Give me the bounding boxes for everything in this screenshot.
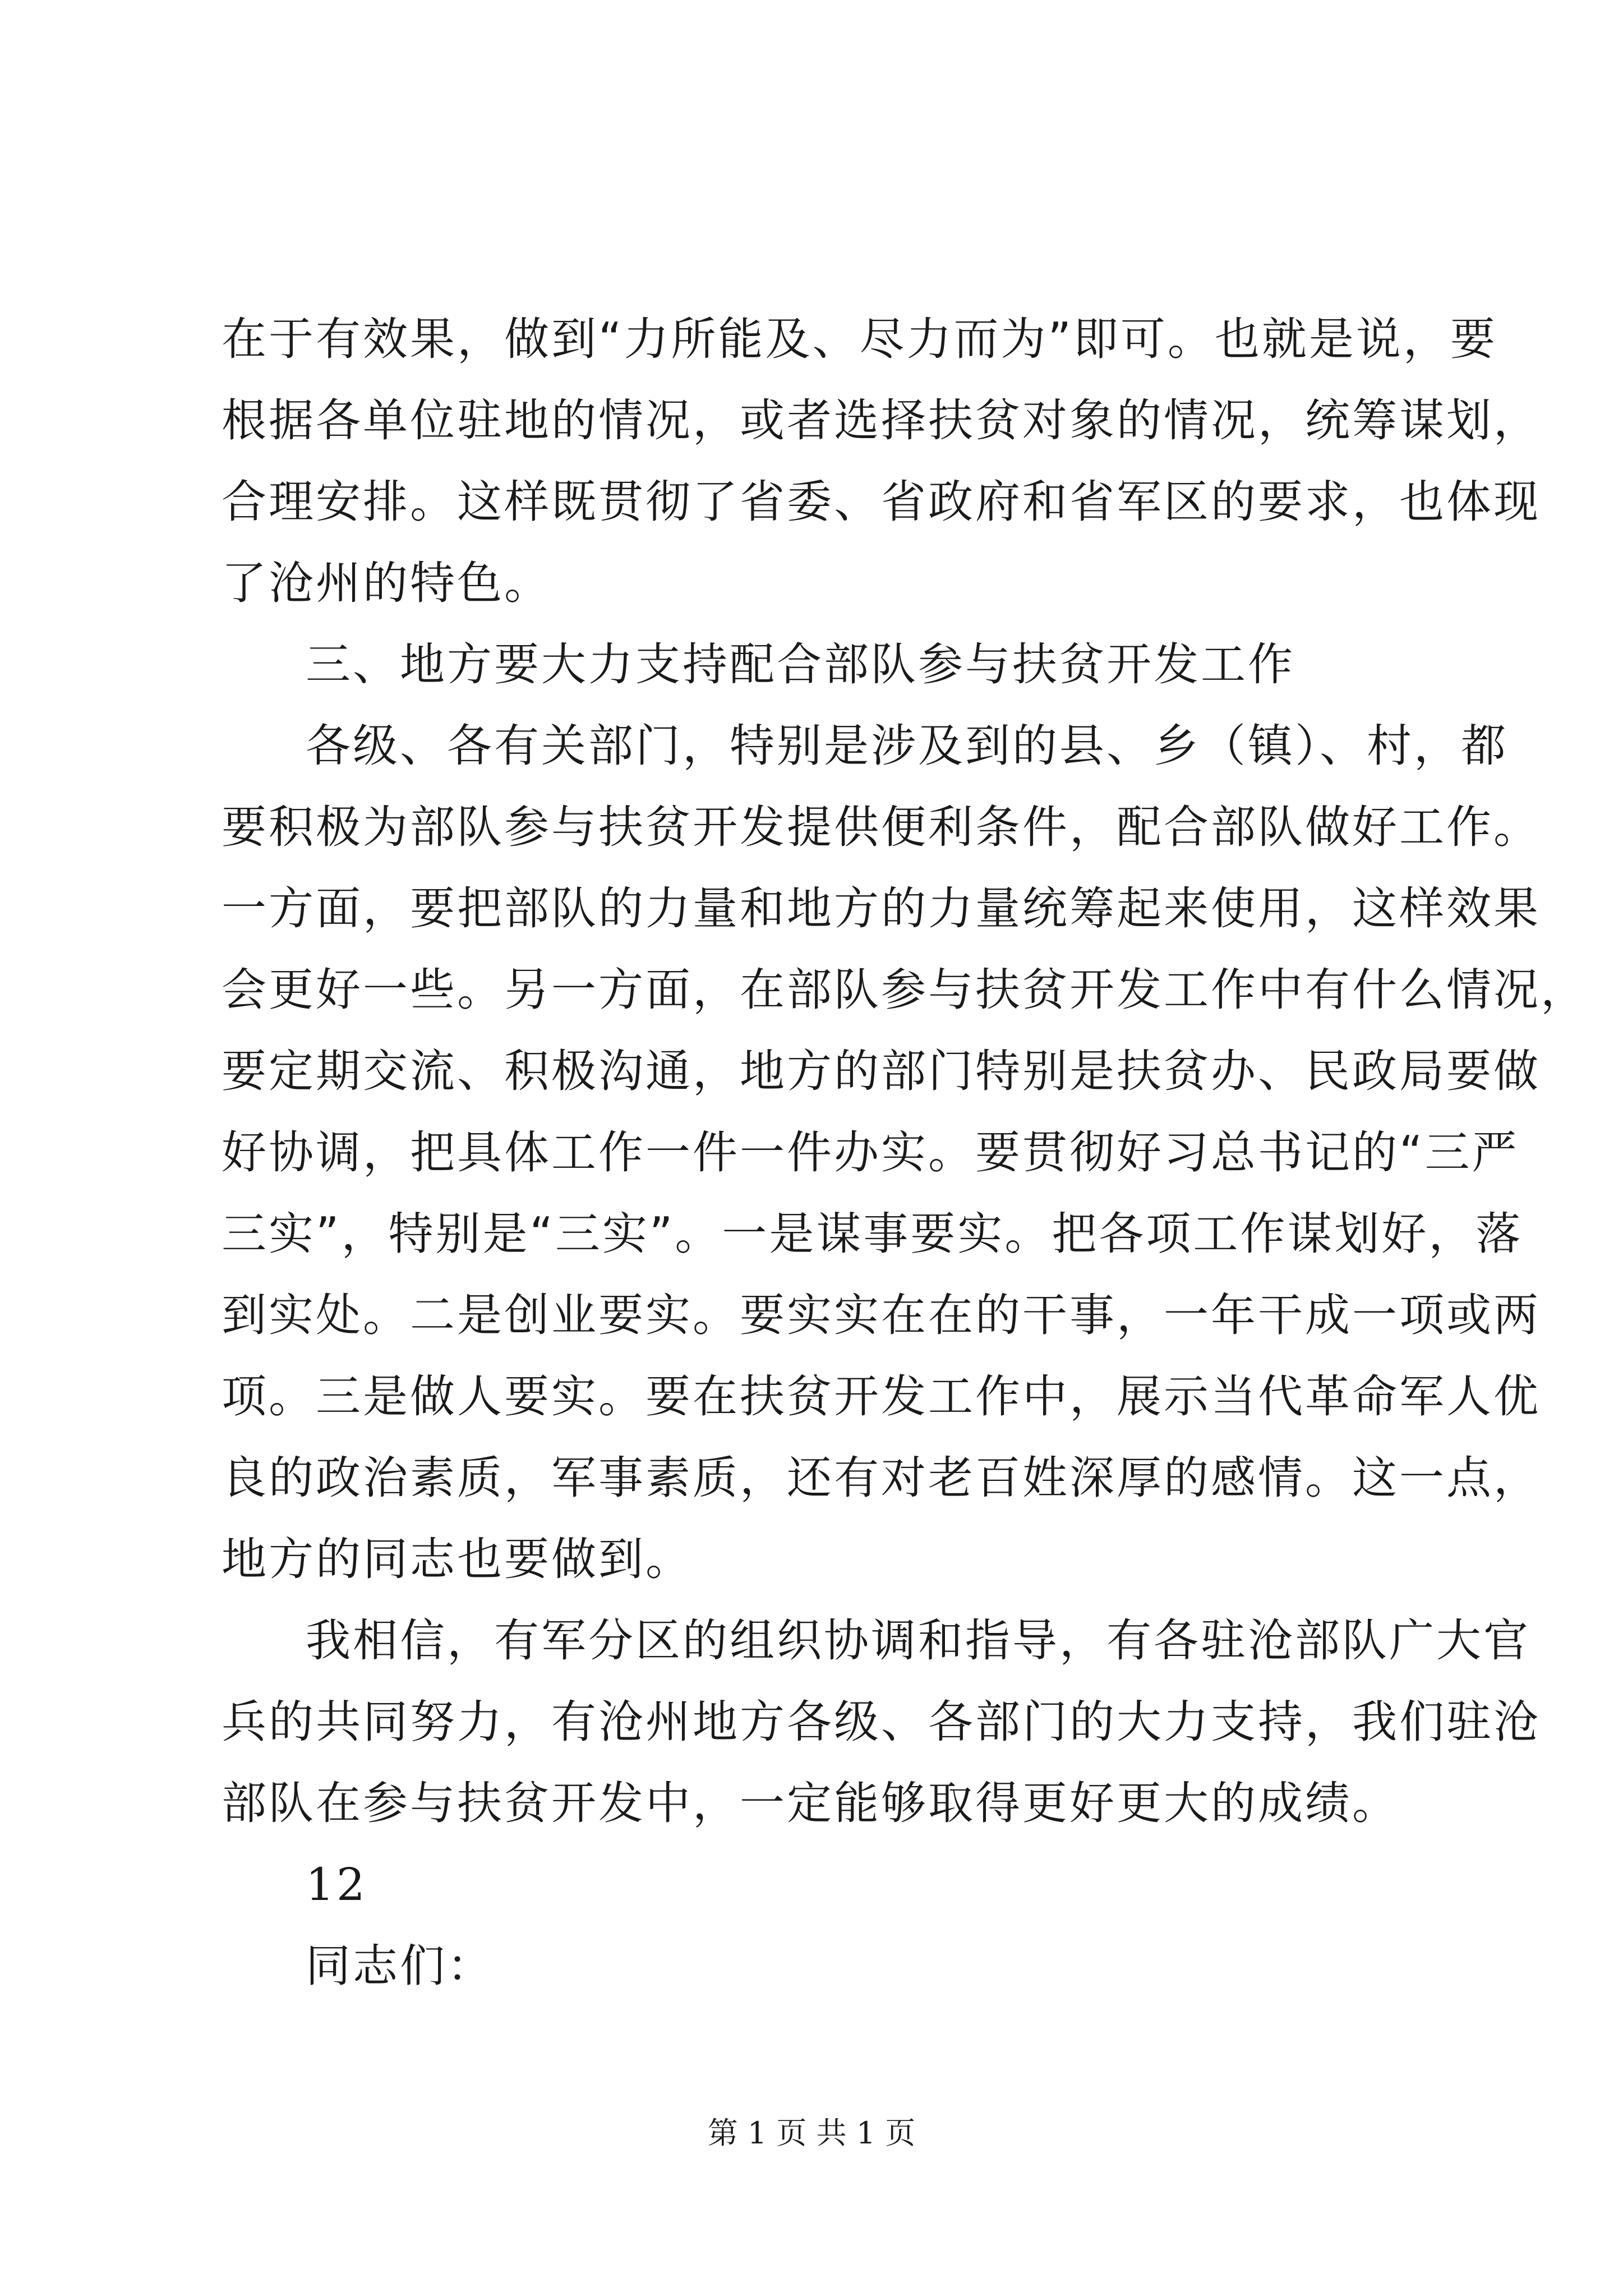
- text-line: 良的政治素质，军事素质，还有对老百姓深厚的感情。这一点，: [222, 1452, 1541, 1504]
- text-line: 各级、各有关部门，特别是涉及到的县、乡（镇）、村，都: [306, 720, 1508, 772]
- text-line: 在于有效果，做到“力所能及、尽力而为”即可。也就是说，要: [222, 313, 1497, 365]
- text-line: 三实”，特别是“三实”。一是谋事要实。把各项工作谋划好，落: [222, 1208, 1523, 1260]
- text-line: 到实处。二是创业要实。要实实在在的干事，一年干成一项或两: [222, 1289, 1541, 1341]
- text-line: 好协调，把具体工作一件一件办实。要贯彻好习总书记的“三严: [222, 1126, 1519, 1179]
- text-line: 兵的共同努力，有沧州地方各级、各部门的大力支持，我们驻沧: [222, 1696, 1541, 1748]
- text-line: 要积极为部队参与扶贫开发提供便利条件，配合部队做好工作。: [222, 801, 1541, 853]
- text-line: 部队在参与扶贫开发中，一定能够取得更好更大的成绩。: [222, 1777, 1399, 1829]
- salutation: 同志们：: [306, 1940, 494, 1992]
- text-line: 要定期交流、积极沟通，地方的部门特别是扶贫办、民政局要做: [222, 1045, 1541, 1097]
- text-line: 项。三是做人要实。要在扶贫开发工作中，展示当代革命军人优: [222, 1370, 1541, 1423]
- text-line: 了沧州的特色。: [222, 557, 551, 609]
- page-number-text: 12: [306, 1858, 367, 1911]
- text-line: 一方面，要把部队的力量和地方的力量统筹起来使用，这样效果: [222, 882, 1541, 935]
- text-line: 会更好一些。另一方面，在部队参与扶贫开发工作中有什么情况，: [222, 964, 1588, 1016]
- page-footer: 第 1 页 共 1 页: [707, 2115, 916, 2151]
- section-heading: 三、地方要大力支持配合部队参与扶贫开发工作: [306, 638, 1295, 691]
- text-line: 根据各单位驻地的情况，或者选择扶贫对象的情况，统筹谋划，: [222, 394, 1541, 447]
- text-line: 我相信，有军分区的组织协调和指导，有各驻沧部队广大官: [306, 1614, 1530, 1667]
- text-line: 地方的同志也要做到。: [222, 1533, 693, 1585]
- text-line: 合理安排。这样既贯彻了省委、省政府和省军区的要求，也体现: [222, 476, 1541, 528]
